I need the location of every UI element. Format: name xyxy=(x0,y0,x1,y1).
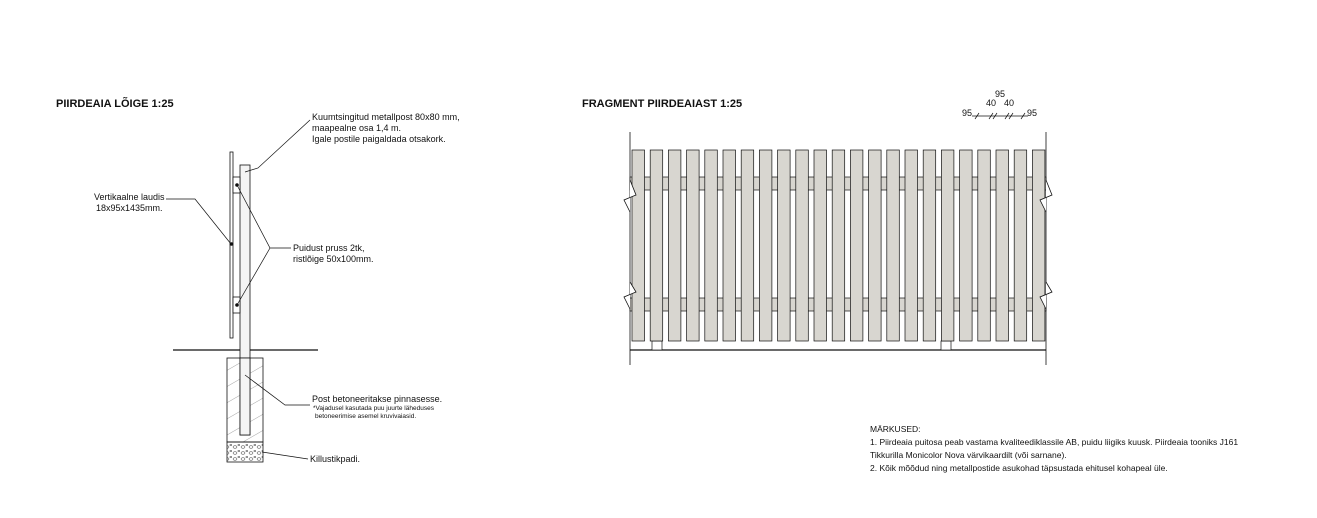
fence-board xyxy=(941,150,954,341)
dim-gap-right: 40 xyxy=(1004,98,1015,108)
callout-concrete-note: *Vajadusel kasutada puu juurte läheduses betoneerimise asemel kruvivaiasid. xyxy=(313,405,434,420)
fence-board xyxy=(687,150,700,341)
fragment-title: FRAGMENT PIIRDEAIAST 1:25 xyxy=(582,98,743,110)
callout-concrete: Post betoneeritakse pinnasesse. xyxy=(312,394,443,404)
fence-board xyxy=(632,150,645,341)
notes-line-1: 1. Piirdeaia puitosa peab vastama kvaliteediklassile AB, puidu liigiks kuusk. Piirdeaia tooniks J161 xyxy=(870,437,1239,447)
fence-board xyxy=(905,150,918,341)
callout-post: Kuumtsingitud metallpost 80x80 mm, maapealne osa 1,4 m. Igale postile paigaldada otsakork. xyxy=(312,112,460,144)
dim-gap-left: 40 xyxy=(986,98,997,108)
notes-block xyxy=(870,423,1238,475)
fence-board xyxy=(668,150,681,341)
fence-board xyxy=(887,150,900,341)
dim-left: 95 xyxy=(962,108,973,118)
fence-board xyxy=(869,150,882,341)
fence-board xyxy=(1014,150,1026,341)
fence-board xyxy=(850,150,863,341)
fence-board xyxy=(650,150,663,341)
dim-right: 95 xyxy=(1027,108,1038,118)
fence-board xyxy=(723,150,736,341)
fence-board xyxy=(814,150,827,341)
section-title: PIIRDEAIA LÕIGE 1:25 xyxy=(56,98,174,110)
fence-board xyxy=(796,150,809,341)
fence-board xyxy=(741,150,754,341)
fence-board xyxy=(705,150,718,341)
callout-gravel: Killustikpadi. xyxy=(310,454,361,464)
fence-board xyxy=(960,150,973,341)
notes-heading: MÄRKUSED: xyxy=(870,424,921,434)
notes-line-3: 2. Kõik mõõdud ning metallpostide asukohad täpsustada ehitusel kohapeal üle. xyxy=(870,463,1168,473)
dim-board-width: 95 xyxy=(995,89,1006,99)
fence-board xyxy=(996,150,1009,341)
fence-board xyxy=(1032,150,1045,341)
fence-board xyxy=(978,150,991,341)
notes-line-2: Tikkurilla Monicolor Nova värvikaardilt (või sarnane). xyxy=(870,450,1067,460)
fence-board xyxy=(832,150,845,341)
callout-board: Vertikaalne laudis 18x95x1435mm. xyxy=(94,192,165,213)
post-foot-left xyxy=(652,341,662,350)
callout-rails: Puidust pruss 2tk, ristlõige 50x100mm. xyxy=(293,243,374,264)
post-foot-right xyxy=(941,341,951,350)
fence-board xyxy=(923,150,936,341)
fence-board xyxy=(778,150,791,341)
fence-board xyxy=(759,150,772,341)
